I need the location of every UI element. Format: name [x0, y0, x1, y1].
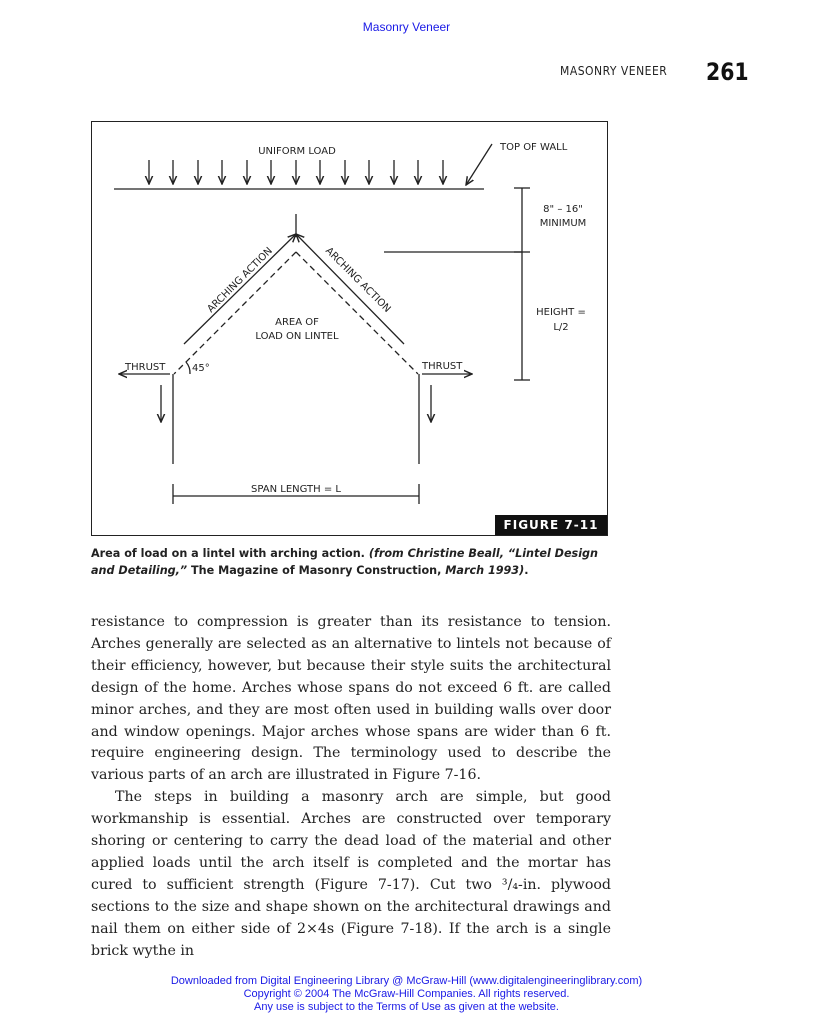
area-of-load-label-2: LOAD ON LINTEL — [255, 331, 339, 342]
arching-action-right-label: ARCHING ACTION — [323, 245, 393, 315]
page-number: 261 — [706, 58, 749, 86]
caption-magazine: The Magazine of Masonry Construction, — [191, 564, 442, 577]
figure-number-label: FIGURE 7-11 — [495, 515, 607, 535]
caption-date: March 1993) — [445, 564, 525, 577]
lintel-arching-diagram — [92, 122, 607, 535]
height-label: HEIGHT = — [536, 307, 586, 318]
figure-7-11 — [91, 121, 608, 536]
body-text — [91, 612, 611, 963]
paragraph-2: The steps in building a masonry arch are simple, but good workmanship is essential. Arches are constructed over temporary shoring or centering to carry the dead load of the material and other applied loads until the arch itself is completed and the mortar has cured to sufficient strength (Figure 7-17). Cut two ³/₄-in. plywood sections to the size and shape shown on the architectural drawings and nail them on either side of 2×4s (Figure 7-18). If the arch is a single brick wythe in — [91, 789, 611, 959]
footer-download-link[interactable]: Downloaded from Digital Engineering Library @ McGraw-Hill (www.digitalengineeringlibrary.com) — [170, 975, 643, 987]
footer-copyright: Copyright © 2004 The McGraw-Hill Companies. All rights reserved. — [243, 988, 570, 1000]
angle-arc — [186, 362, 190, 374]
span-length-label: SPAN LENGTH = L — [251, 484, 341, 495]
figure-caption — [91, 545, 611, 579]
top-of-wall-label: TOP OF WALL — [500, 142, 568, 153]
top-of-wall-leader — [466, 144, 492, 185]
caption-title: Area of load on a lintel with arching action. — [91, 547, 365, 560]
arching-action-left-label: ARCHING ACTION — [205, 245, 275, 315]
uniform-load-arrows — [149, 160, 443, 184]
paragraph-1: resistance to compression is greater than its resistance to tension. Arches generally are selected as an alternative to lintels not because of their efficiency, however, but because their style suits the architectural design of the home. Arches whose spans do not exceed 6 ft. are called minor arches, and they are most often used in building walls over door and window openings. Major arches whose spans are wider than 6 ft. require engineering design. The terminology used to describe the various parts of an arch are illustrated in Figure 7-16. — [91, 614, 611, 784]
top-link[interactable]: Masonry Veneer — [362, 20, 451, 34]
caption-end: . — [524, 564, 529, 577]
area-of-load-label: AREA OF — [275, 317, 319, 328]
min-height-label-2: MINIMUM — [539, 218, 587, 229]
caption-source: (from Christine Beall, “Lintel Design and Detailing,” — [91, 547, 599, 577]
footer-terms[interactable]: Any use is subject to the Terms of Use as given at the website. — [254, 1001, 559, 1013]
thrust-right-label: THRUST — [422, 361, 463, 372]
height-label-2: L/2 — [553, 322, 569, 333]
angle-label: 45° — [192, 363, 210, 374]
running-head: MASONRY VENEER — [560, 64, 668, 78]
uniform-load-label: UNIFORM LOAD — [258, 146, 336, 157]
footer — [0, 975, 813, 1014]
min-height-label: 8" – 16" — [543, 204, 583, 215]
thrust-left-label: THRUST — [125, 362, 166, 373]
